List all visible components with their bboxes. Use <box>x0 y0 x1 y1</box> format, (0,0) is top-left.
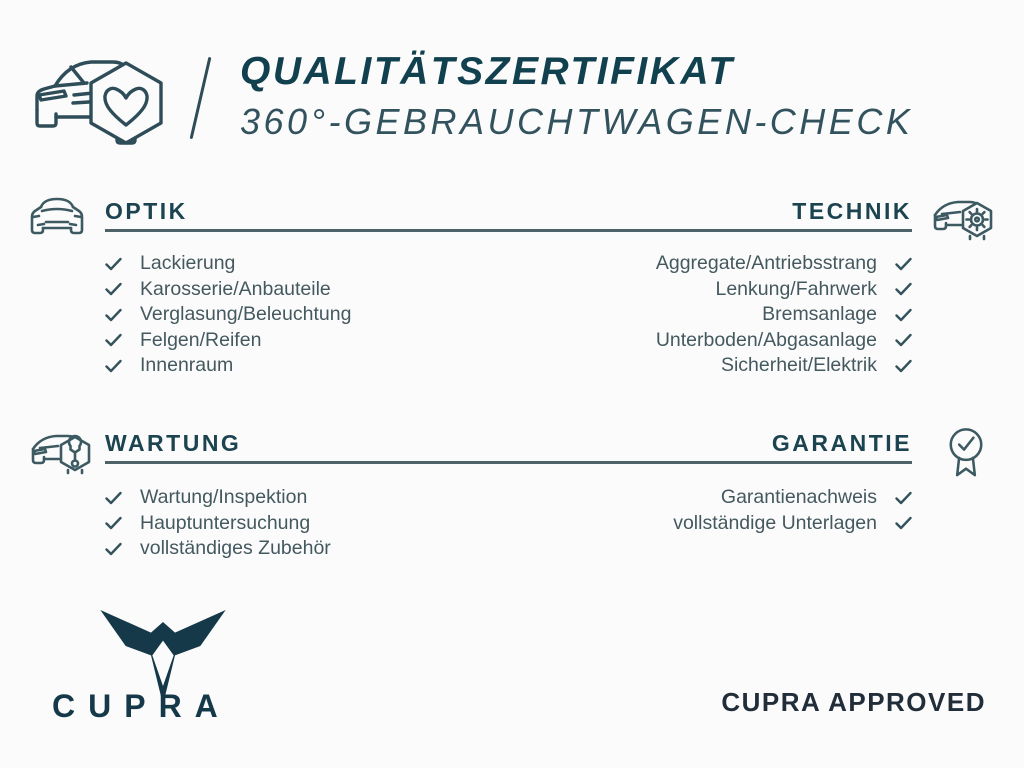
checklist-item <box>656 277 912 303</box>
section-title-optik: OPTIK <box>105 198 188 224</box>
checklist-item <box>105 277 351 303</box>
car-with-wrench-icon <box>28 426 94 483</box>
check-icon <box>105 257 122 271</box>
checklists-wartung-garantie <box>105 485 912 562</box>
checklist-item <box>105 328 351 354</box>
checklist-item <box>673 485 912 511</box>
car-with-gear-icon <box>930 192 996 249</box>
slash-divider <box>190 57 212 140</box>
garantie-checklist <box>673 485 912 562</box>
wartung-checklist <box>105 485 331 562</box>
checklist-item-label: Karosserie/Anbauteile <box>140 277 331 300</box>
checklist-item <box>105 485 331 511</box>
checklist-item-label: Lackierung <box>140 252 236 275</box>
section-title-garantie: GARANTIE <box>771 430 912 456</box>
checklist-item <box>105 302 351 328</box>
check-icon <box>105 542 122 556</box>
checklist-item <box>105 251 351 277</box>
checklist-item <box>656 328 912 354</box>
check-icon <box>105 491 122 505</box>
checklist-item <box>656 302 912 328</box>
car-front-icon <box>28 194 86 246</box>
check-icon <box>895 359 912 373</box>
cupra-approved-label: CUPRA APPROVED <box>721 687 986 717</box>
checklist-item-label: vollständige Unterlagen <box>673 511 877 534</box>
checklist-item-label: Unterboden/Abgasanlage <box>655 328 877 351</box>
checklist-item-label: Sicherheit/Elektrik <box>720 354 877 377</box>
check-icon <box>895 282 912 296</box>
section-title-wartung: WARTUNG <box>105 430 242 456</box>
check-icon <box>895 257 912 271</box>
check-icon <box>105 333 122 347</box>
checklist-item-label: Lenkung/Fahrwerk <box>715 277 877 300</box>
check-icon <box>895 308 912 322</box>
check-icon <box>105 308 122 322</box>
technik-checklist <box>656 251 912 379</box>
check-icon <box>895 333 912 347</box>
checklist-item <box>105 536 331 562</box>
certificate-title: QUALITÄTSZERTIFIKAT <box>240 50 735 93</box>
checklist-item-label: Bremsanlage <box>762 303 877 326</box>
award-ribbon-icon <box>944 424 988 486</box>
section-title-technik: TECHNIK <box>792 198 912 224</box>
checklist-item <box>673 511 912 537</box>
check-icon <box>105 359 122 373</box>
cupra-wordmark: CUPRA <box>52 688 231 724</box>
checklist-item-label: Wartung/Inspektion <box>140 486 308 509</box>
checklist-item <box>105 511 331 537</box>
checklist-item-label: Felgen/Reifen <box>140 328 262 351</box>
check-icon <box>105 516 122 530</box>
checklists-optik-technik <box>105 251 912 379</box>
checklist-item <box>105 353 351 379</box>
checklist-item-label: vollständiges Zubehör <box>140 537 331 560</box>
band-wartung-garantie <box>28 424 996 480</box>
checklist-item-label: Aggregate/Antriebsstrang <box>655 252 877 275</box>
checklist-item-label: Innenraum <box>140 354 234 377</box>
section-divider-line <box>105 461 912 464</box>
checklist-item-label: Garantienachweis <box>720 486 877 509</box>
section-divider-line <box>105 229 912 232</box>
check-icon <box>895 491 912 505</box>
checklist-item <box>656 353 912 379</box>
optik-checklist <box>105 251 351 379</box>
checklist-item-label: Verglasung/Beleuchtung <box>140 303 352 326</box>
certificate-subtitle: 360°-GEBRAUCHTWAGEN-CHECK <box>240 101 914 142</box>
checklist-item <box>656 251 912 277</box>
check-icon <box>895 516 912 530</box>
car-with-heart-hexagon-icon <box>28 46 165 153</box>
check-icon <box>105 282 122 296</box>
checklist-item-label: Hauptuntersuchung <box>140 511 311 534</box>
band-optik-technik <box>28 192 996 248</box>
